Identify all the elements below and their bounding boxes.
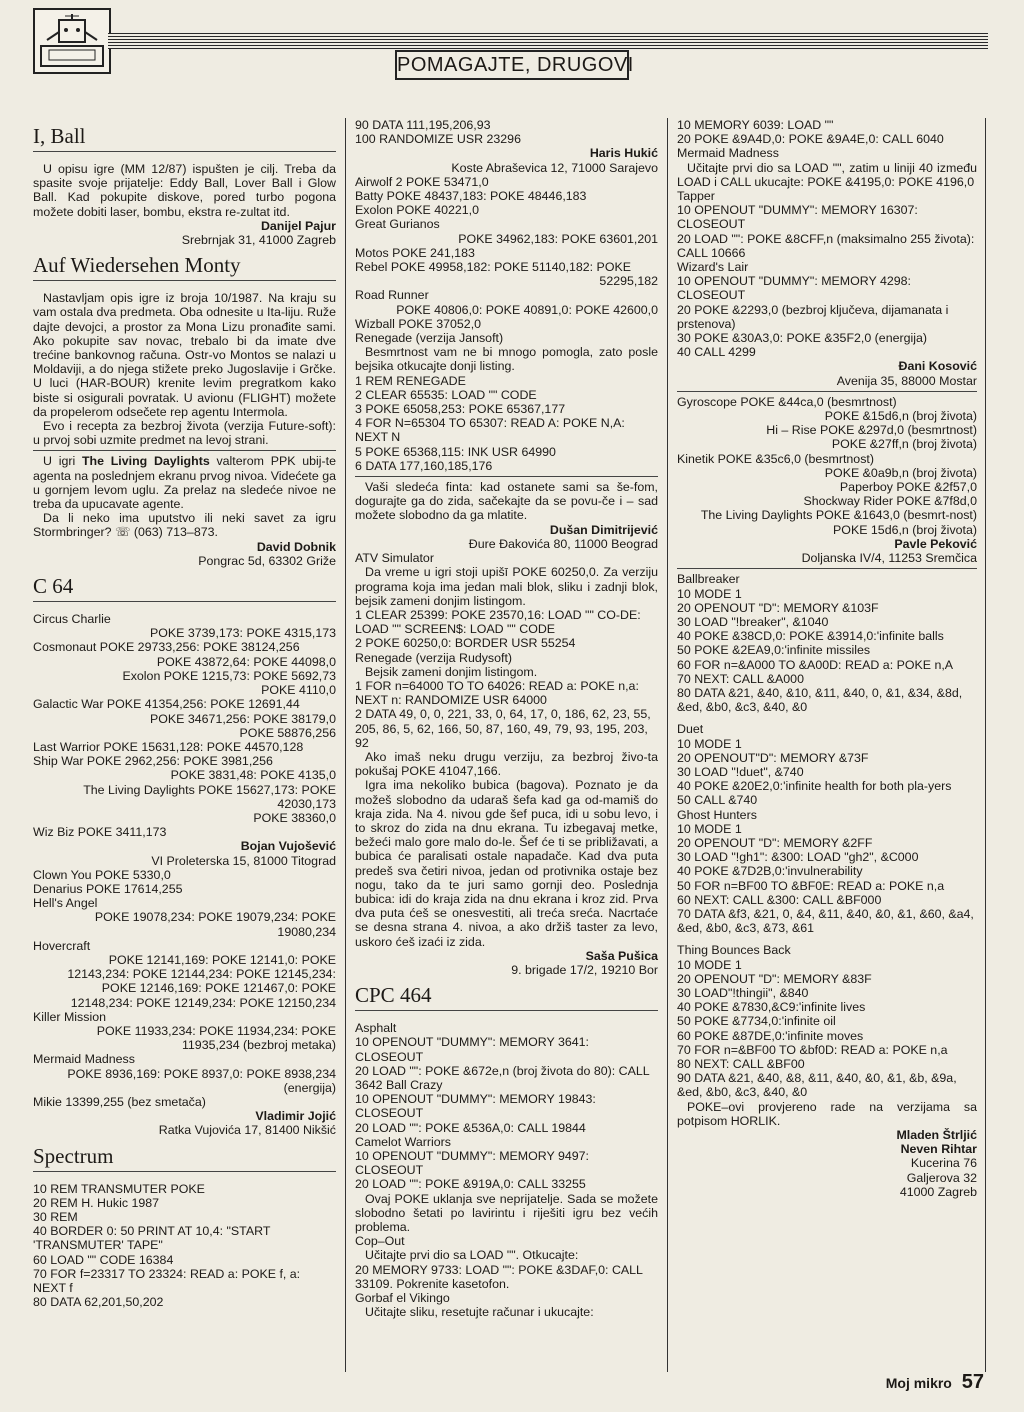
code-line: POKE 3739,173: POKE 4315,173	[150, 626, 336, 641]
code-line: 20 OPENOUT "D": MEMORY &103F	[677, 600, 879, 615]
code-line: POKE 43872,64: POKE 44098,0	[156, 654, 336, 669]
author-address: Ratka Vujovića 17, 81400 Nikšić	[158, 1123, 336, 1138]
code-line: 90 DATA 111,195,206,93	[355, 118, 491, 132]
code-line: 10 MODE 1	[677, 736, 742, 751]
column-1	[33, 118, 336, 1366]
code-line: 5 POKE 65368,115: INK USR 64990	[355, 444, 556, 459]
author-name: Bojan Vujošević	[240, 839, 336, 854]
code-line: Motos POKE 241,183	[355, 245, 475, 260]
code-line: 2 POKE 60250,0: BORDER USR 55254	[355, 636, 576, 651]
code-line: Denarius POKE 17614,255	[33, 881, 183, 896]
code-line: 11935,234 (bezbroj metaka)	[181, 1038, 336, 1053]
author-address: VI Proleterska 15, 81000 Titograd	[151, 853, 336, 868]
article-text: Ako imaš neku drugu verziju, za bezbroj živo-ta pokušaj POKE 41047,166.	[355, 749, 658, 779]
author-name: Haris Hukić	[589, 146, 658, 161]
code-line: POKE 15d6,n (broj života)	[833, 522, 977, 537]
code-line: Mikie 13399,255 (bez smetača)	[33, 1094, 206, 1109]
magazine-name: Moj mikro	[885, 1375, 952, 1391]
code-line: 20 OPENOUT "D": MEMORY &2FF	[677, 835, 873, 850]
code-line: 40 POKE &38CD,0: POKE &3914,0:'infinite balls	[677, 629, 944, 644]
game-title: Duet	[677, 722, 704, 737]
heading-iball: I, Ball	[33, 124, 336, 152]
code-line: 20 REM H. Hukic 1987	[33, 1195, 160, 1210]
article-text: Evo i recepta za bezbroj života (verzija Future-soft): u prvoj sobi uzmite predmet na levoj strani.	[33, 419, 336, 448]
column-2	[355, 118, 658, 1366]
article-text: Učitajte sliku, resetujte računar i ukucajte:	[365, 1305, 594, 1320]
code-line: 20 OPENOUT"D": MEMORY &73F	[677, 750, 869, 765]
code-line: 20 POKE &2293,0 (bezbroj ključeva, dijamanata i prstenova)	[677, 302, 952, 331]
code-line: 10 MODE 1	[677, 821, 742, 836]
game-title: Ghost Hunters	[677, 807, 757, 822]
code-line: Wizball POKE 37052,0	[355, 316, 482, 331]
heading-spectrum: Spectrum	[33, 1144, 336, 1172]
code-line: Shockway Rider POKE &7f8d,0	[803, 494, 977, 509]
game-title: Mermaid Madness	[677, 146, 779, 161]
article-text: POKE–ovi provjereno rade na verzijama sa potpisom HORLIK.	[677, 1099, 977, 1128]
code-line: The Living Daylights POKE &1643,0 (besmrt-nost)	[700, 508, 977, 523]
author-name: David Dobnik	[256, 539, 336, 554]
code-line: Hovercraft	[33, 938, 91, 953]
code-line: Hell's Angel	[33, 896, 98, 911]
code-line: Killer Mission	[33, 1009, 106, 1024]
author-address: Doljanska IV/4, 11253 Sremčica	[801, 551, 977, 566]
author-name: Danijel Pajur	[260, 218, 336, 233]
author-address: Galjerova 32	[906, 1170, 977, 1185]
code-line: POKE 58876,256	[239, 725, 336, 740]
author-address: 41000 Zagreb	[899, 1184, 977, 1199]
column-divider	[667, 118, 668, 1372]
code-line: Gorbaf el Vikingo	[355, 1291, 450, 1306]
code-line: 40 CALL 4299	[677, 345, 756, 360]
code-line: 30 REM	[33, 1210, 78, 1224]
game-title: ATV Simulator	[355, 551, 434, 566]
code-line: POKE 3831,48: POKE 4135,0	[170, 768, 336, 783]
article-text: Da vreme u igri stoji upišī POKE 60250,0. Za verziju programa koja ima jedan mali blok, sliku i zadnji blok, bejsik zameni donjim listingom.	[355, 565, 658, 608]
code-line: 60 FOR n=&A000 TO &A00D: READ a: POKE n,A	[677, 657, 954, 672]
code-line: 10 OPENOUT "DUMMY": MEMORY 16307: CLOSEOUT	[677, 203, 922, 232]
column-divider	[345, 118, 346, 1372]
code-line: 10 MEMORY 6039: LOAD ""	[677, 118, 834, 132]
article-text: Nastavljam opis igre iz broja 10/1987. Na kraju su vam ostala dva predmeta. Oba odnesite u Ita-liju. Ruže dajte devojci, a prostor za Mona Lizu pronađite sami. Ako pokupite sav novac, trebalo bi da imate dve trećine bankovnog računa. Ostr-vo Montos se nalazi u Moldaviji, a do njega stižete preko Jugoslavije i Grčke. U luci (HAR-BOUR) krenite levim pregratkom kako biste si osigurali povratak. U avionu (FLIGHT) možete da propelerom odsečete rep agentu Intermola.	[33, 291, 336, 419]
article-text: Besmrtnost vam ne bi mnogo pomogla, zato posle bejsika otkucajte donji listing.	[355, 345, 658, 374]
code-line: Cosmonaut POKE 29733,256: POKE 38124,256	[33, 640, 300, 655]
code-line: Batty POKE 48437,183: POKE 48446,183	[355, 189, 587, 204]
code-line: Mermaid Madness	[33, 1052, 135, 1067]
code-line: 80 NEXT: CALL &BF00	[677, 1057, 805, 1071]
code-line: Gyroscope POKE &44ca,0 (besmrtnost)	[677, 394, 897, 409]
game-title: Wizard's Lair	[677, 260, 749, 275]
code-line: 10 MODE 1	[677, 586, 742, 601]
code-line: 10 REM TRANSMUTER POKE	[33, 1181, 205, 1196]
article-text: Učitajte prvi dio sa LOAD "". Otkucajte:	[365, 1248, 579, 1263]
author-address: 9. brigade 17/2, 19210 Bor	[511, 962, 658, 977]
game-title: Renegade (verzija Rudysoft)	[355, 650, 513, 665]
code-line: POKE 19078,234: POKE 19079,234: POKE	[94, 910, 336, 925]
article-text: U opisu igre (MM 12/87) ispušten je cilj. Treba da spasite svoje prijatelje: Eddy Ball, Lover Ball i Glow Ball. Kad pokupite diskove, pored turbo pogona možete dobiti laser, bombu, ekstra re-zultat itd.	[33, 162, 336, 219]
section-logo	[33, 8, 111, 74]
code-line: 1 REM RENEGADE	[355, 373, 466, 388]
code-line: 12143,234: POKE 12144,234: POKE 12145,234:	[67, 967, 336, 982]
code-line: 2 CLEAR 65535: LOAD "" CODE	[355, 387, 537, 402]
article-text: Vaši sledeća finta: kad ostanete sami sa še-fom, dogurajte ga do zida, sačekajte da se povu-če i – sad možete slobodno da ga mlatite.	[355, 480, 658, 523]
code-line: 60 LOAD "" CODE 16384	[33, 1252, 174, 1267]
code-line: 2 DATA 49, 0, 0, 221, 33, 0, 64, 17, 0, 186, 62, 23, 55, 205, 86, 5, 62, 166, 50, 87, 160, 49, 79, 93, 195, 203, 92	[355, 707, 655, 750]
code-line: POKE 40806,0: POKE 40891,0: POKE 42600,0	[396, 302, 658, 317]
code-line: 80 DATA 62,201,50,202	[33, 1295, 164, 1310]
code-line: POKE 8936,169: POKE 8937,0: POKE 8938,234	[67, 1066, 336, 1081]
heading-monty: Auf Wiedersehen Monty	[33, 253, 336, 281]
code-line: 1 CLEAR 25399: POKE 23570,16: LOAD "" CO-DE: LOAD "" SCREEN$: LOAD "" CODE	[355, 607, 645, 637]
code-line: 70 NEXT: CALL &A000	[677, 671, 804, 686]
column-3	[677, 118, 977, 1366]
code-line: 20 LOAD "": POKE &919A,0: CALL 33255	[355, 1177, 586, 1192]
code-line: POKE &0a9b,n (broj života)	[824, 465, 977, 480]
code-line: Wiz Biz POKE 3411,173	[33, 825, 167, 840]
code-line: 50 FOR n=BF00 TO &BF0E: READ a: POKE n,a	[677, 878, 945, 893]
code-line: Hi – Rise POKE &297d,0 (besmrtnost)	[766, 423, 977, 438]
game-title: Thing Bounces Back	[677, 943, 791, 958]
code-line: Airwolf 2 POKE 53471,0	[355, 174, 489, 189]
code-line: Clown You POKE 5330,0	[33, 867, 171, 882]
code-line: 70 FOR n=&BF00 TO &bf0D: READ a: POKE n,a	[677, 1042, 948, 1057]
code-line: 40 POKE &20E2,0:'infinite health for both pla-yers	[677, 779, 952, 794]
code-line: 30 LOAD"!thingii", &840	[677, 985, 809, 1000]
author-name: Dušan Dimitrijević	[549, 522, 658, 537]
code-line: 50 POKE &2EA9,0:'infinite missiles	[677, 643, 871, 658]
code-line: Circus Charlie	[33, 612, 111, 627]
code-line: 70 FOR f=23317 TO 23324: READ a: POKE f, a: NEXT f	[33, 1266, 304, 1296]
author-name: Neven Rihtar	[900, 1142, 977, 1157]
code-line: Paperboy POKE &2f57,0	[839, 480, 977, 495]
code-line: Kinetik POKE &35c6,0 (besmrtnost)	[677, 451, 874, 466]
code-line: Exolon POKE 1215,73: POKE 5692,73	[122, 668, 336, 683]
author-address: Avenija 35, 88000 Mostar	[836, 373, 977, 388]
page-footer	[886, 1371, 984, 1394]
code-line: Ship War POKE 2962,256: POKE 3981,256	[33, 754, 273, 769]
code-line: 19080,234	[277, 924, 336, 939]
code-line: 6 DATA 177,160,185,176	[355, 458, 493, 473]
article-text: U igri The Living Daylights valterom PPK ubij-te agenta na poslednjem ekranu prvog nivoa. Videćete ga u gornjem levom uglu. Za prelaz na sledeće nivoe ne treba da upucavate agente.	[33, 454, 336, 512]
code-line: Great Gurianos	[355, 217, 440, 232]
author-name: Pavle Peković	[894, 536, 977, 551]
game-title: Cop–Out	[355, 1234, 405, 1249]
code-line: 60 POKE &87DE,0:'infinite moves	[677, 1028, 864, 1043]
code-line: 20 LOAD "": POKE &8CFF,n (maksimalno 255 života): CALL 10666	[677, 231, 978, 260]
game-title: Ballbreaker	[677, 572, 740, 587]
column-divider	[985, 118, 986, 1372]
article-text: Igra ima nekoliko bubica (bagova). Poznato je da možeš slobodno da udaraš šefa kad ga od-mamiš do kraja zida. Na 4. nivou gde šef puca, idi u sobu levo, i to skroz do zida na dnu ekrana. Tu izbegavaj metke, bežeći malo gore malo do-le. Šef će ti se približavati, a bubica će paralisati ostale napadače. Kad dva puta predeš sva četiri nivoa, jedan od protivnika ostaje bez nogu, tako da te juri samo gornji deo. Poslednja bubica: idi do kraja zida na dnu ekrana i kroz zid. Prva dva puta ćeš se onesvestiti, ali treća sreća. Nacrtaće se desna strana 4. nivoa, a ako držiš taster za levo, uskoro ćeš izaći iz zida.	[355, 778, 658, 949]
code-line: 60 NEXT: CALL &300: CALL &BF000	[677, 892, 882, 907]
code-line: 20 OPENOUT "D": MEMORY &83F	[677, 971, 872, 986]
code-line: The Living Daylights POKE 15627,173: POKE	[83, 782, 336, 797]
code-line: 20 LOAD "": POKE &536A,0: CALL 19844	[355, 1120, 586, 1135]
game-title: Tapper	[677, 189, 715, 204]
code-line: 40 POKE &7830,&C9:'infinite lives	[677, 1000, 866, 1015]
code-line: 50 POKE &7734,0:'infinite oil	[677, 1014, 836, 1029]
code-line: 30 LOAD "!breaker", &1040	[677, 614, 829, 629]
code-line: 80 DATA &21, &40, &10, &11, &40, 0, &1, &34, &8d, &ed, &b0, &c3, &40, &0	[677, 685, 966, 715]
code-line: 10 OPENOUT "DUMMY": MEMORY 3641: CLOSEOUT	[355, 1035, 593, 1064]
code-line: Last Warrior POKE 15631,128: POKE 44570,128	[33, 739, 304, 754]
code-line: 40 POKE &7D2B,0:'invulnerability	[677, 864, 863, 879]
code-line: 100 RANDOMIZE USR 23296	[355, 132, 521, 147]
code-line: 3 POKE 65058,253: POKE 65367,177	[355, 402, 566, 417]
heading-cpc464: CPC 464	[355, 983, 658, 1011]
computer-figure-icon	[35, 10, 109, 72]
author-address: Koste Abraševica 12, 71000 Sarajevo	[451, 160, 658, 175]
code-line: 10 OPENOUT "DUMMY": MEMORY 4298: CLOSEOUT	[677, 274, 915, 303]
code-line: Rebel POKE 49958,182: POKE 51140,182: POKE	[355, 260, 631, 275]
author-name: Vladimir Jojić	[255, 1109, 336, 1124]
code-line: 1 FOR n=64000 TO TO 64026: READ a: POKE n,a: NEXT n: RANDOMIZE USR 64000	[355, 678, 643, 708]
article-text: Učitajte prvi dio sa LOAD "", zatim u liniji 40 između LOAD i CALL ukucajte: POKE &4195,0: POKE 4196,0	[677, 160, 977, 189]
code-line: 20 MEMORY 9733: LOAD "": POKE &3DAF,0: CALL 33109. Pokrenite kasetofon.	[355, 1262, 646, 1291]
author-address: Kucerina 76	[910, 1156, 977, 1171]
author-address: Pongrac 5d, 63302 Griže	[198, 553, 336, 568]
article-text: Da li neko ima uputstvo ili neki savet za igru Stormbringer? ☏ (063) 713–873.	[33, 511, 336, 540]
code-line: 70 DATA &f3, &21, 0, &4, &11, &40, &0, &1, &60, &a4, &ed, &b0, &c3, &73, &61	[677, 906, 978, 936]
code-line: Exolon POKE 40221,0	[355, 203, 479, 218]
code-line: 10 MODE 1	[677, 957, 742, 972]
code-line: POKE &27ff,n (broj života)	[831, 437, 977, 452]
section-title: POMAGAJTE, DRUGOVI	[395, 50, 629, 80]
page-number: 57	[961, 1371, 984, 1393]
code-line: POKE 34962,183: POKE 63601,201	[458, 231, 658, 246]
code-line: 20 LOAD "": POKE &672e,n (broj života do 80): CALL 3642 Ball Crazy	[355, 1063, 653, 1092]
author-name: Đani Kosović	[898, 359, 977, 374]
author-address: Đure Đakovića 80, 11000 Beograd	[468, 536, 658, 551]
code-line: 50 CALL &740	[677, 793, 758, 808]
code-line: Galactic War POKE 41354,256: POKE 12691,44	[33, 697, 300, 712]
code-line: 12148,234: POKE 12149,234: POKE 12150,234	[70, 995, 336, 1010]
code-line: 52295,182	[599, 274, 658, 289]
code-line: Camelot Warriors	[355, 1134, 451, 1149]
code-line: 30 LOAD "!gh1": &300: LOAD "gh2", &C000	[677, 850, 919, 865]
code-line: POKE 11933,234: POKE 11934,234: POKE	[96, 1023, 336, 1038]
header-band	[108, 33, 988, 49]
code-line: 30 POKE &30A3,0: POKE &35F2,0 (energija)	[677, 331, 928, 346]
code-line: 10 OPENOUT "DUMMY": MEMORY 9497: CLOSEOUT	[355, 1149, 593, 1178]
code-line: POKE 12141,169: POKE 12141,0: POKE	[108, 952, 336, 967]
code-line: 4 FOR N=65304 TO 65307: READ A: POKE N,A: NEXT N	[355, 416, 629, 445]
code-line: Renegade (verzija Jansoft)	[355, 331, 504, 346]
article-text: Bejsik zameni donjim listingom.	[365, 664, 538, 679]
code-line: 90 DATA &21, &40, &8, &11, &40, &0, &1, &b, &9a, &ed, &b0, &c3, &40, &0	[677, 1071, 961, 1100]
code-line: 42030,173	[277, 796, 336, 811]
code-line: 20 POKE &9A4D,0: POKE &9A4E,0: CALL 6040	[677, 132, 944, 147]
code-line: POKE 38360,0	[253, 810, 336, 825]
article-text: Ovaj POKE uklanja sve neprijatelje. Sada se možete slobodno šetati po lavirintu i riješiti igru bez većih problema.	[355, 1191, 658, 1235]
code-line: POKE 34671,256: POKE 38179,0	[150, 711, 336, 726]
author-address: Srebrnjak 31, 41000 Zagreb	[181, 233, 336, 248]
code-line: (energija)	[283, 1080, 336, 1095]
author-name: Saša Pušica	[585, 948, 658, 963]
code-line: Road Runner	[355, 288, 429, 303]
author-name: Mladen Štrljić	[896, 1128, 977, 1143]
code-line: POKE 4110,0	[261, 683, 336, 698]
code-line: 10 OPENOUT "DUMMY": MEMORY 19843: CLOSEOUT	[355, 1092, 600, 1121]
code-line: POKE &15d6,n (broj života)	[824, 409, 977, 424]
code-line: 30 LOAD "!duet", &740	[677, 764, 804, 779]
code-line: Asphalt	[355, 1021, 397, 1036]
code-line: POKE 12146,169: POKE 121467,0: POKE	[101, 981, 336, 996]
code-line: 40 BORDER 0: 50 PRINT AT 10,4: "START 'TRANSMUTER' TAPE"	[33, 1224, 274, 1253]
heading-c64: C 64	[33, 574, 336, 602]
